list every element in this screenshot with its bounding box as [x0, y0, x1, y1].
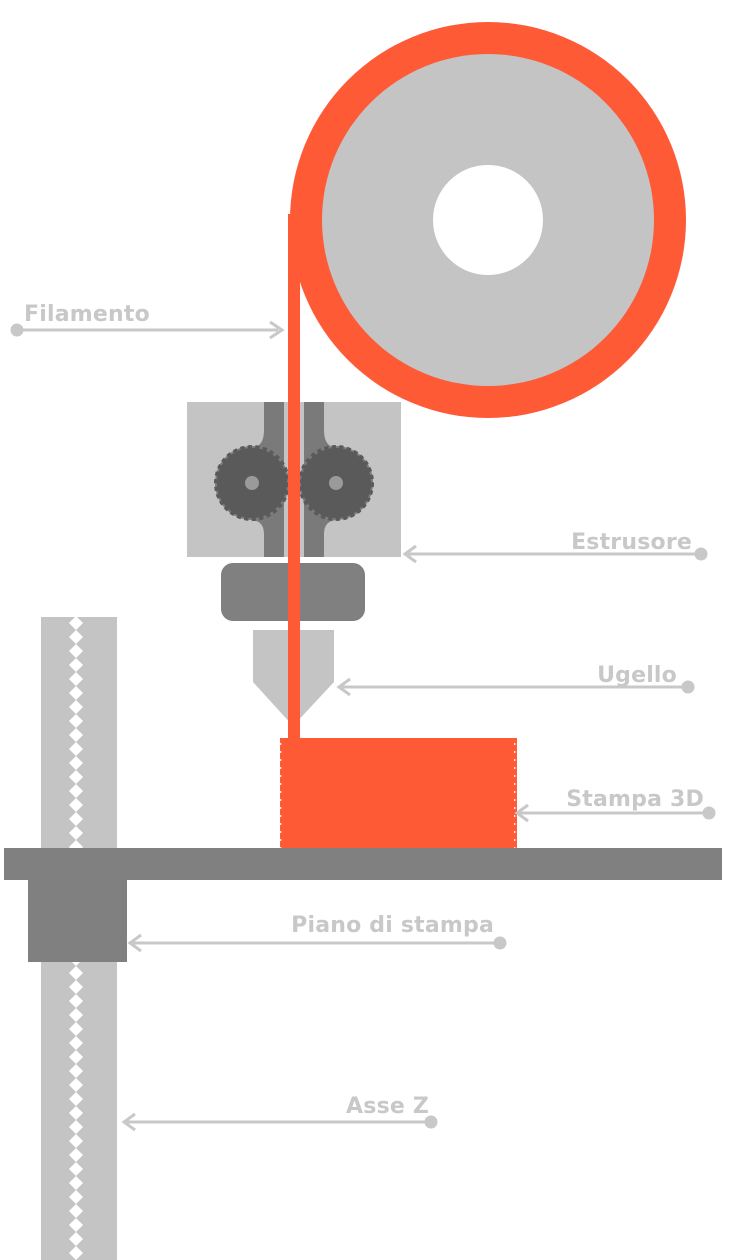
drive-gear-right-icon [299, 446, 373, 520]
filament-spool [290, 22, 686, 418]
build-plate-carriage [28, 880, 127, 962]
label-z-axis: Asse Z [346, 1094, 429, 1119]
filament-through-hotend [288, 402, 300, 740]
label-build-plate: Piano di stampa [291, 913, 494, 938]
label-print: Stampa 3D [566, 787, 704, 812]
label-filament: Filamento [24, 302, 150, 327]
build-plate [4, 848, 722, 880]
printed-object [279, 738, 517, 848]
label-extruder: Estrusore [571, 530, 692, 555]
label-nozzle: Ugello [597, 663, 677, 688]
drive-gear-left-icon [215, 446, 289, 520]
